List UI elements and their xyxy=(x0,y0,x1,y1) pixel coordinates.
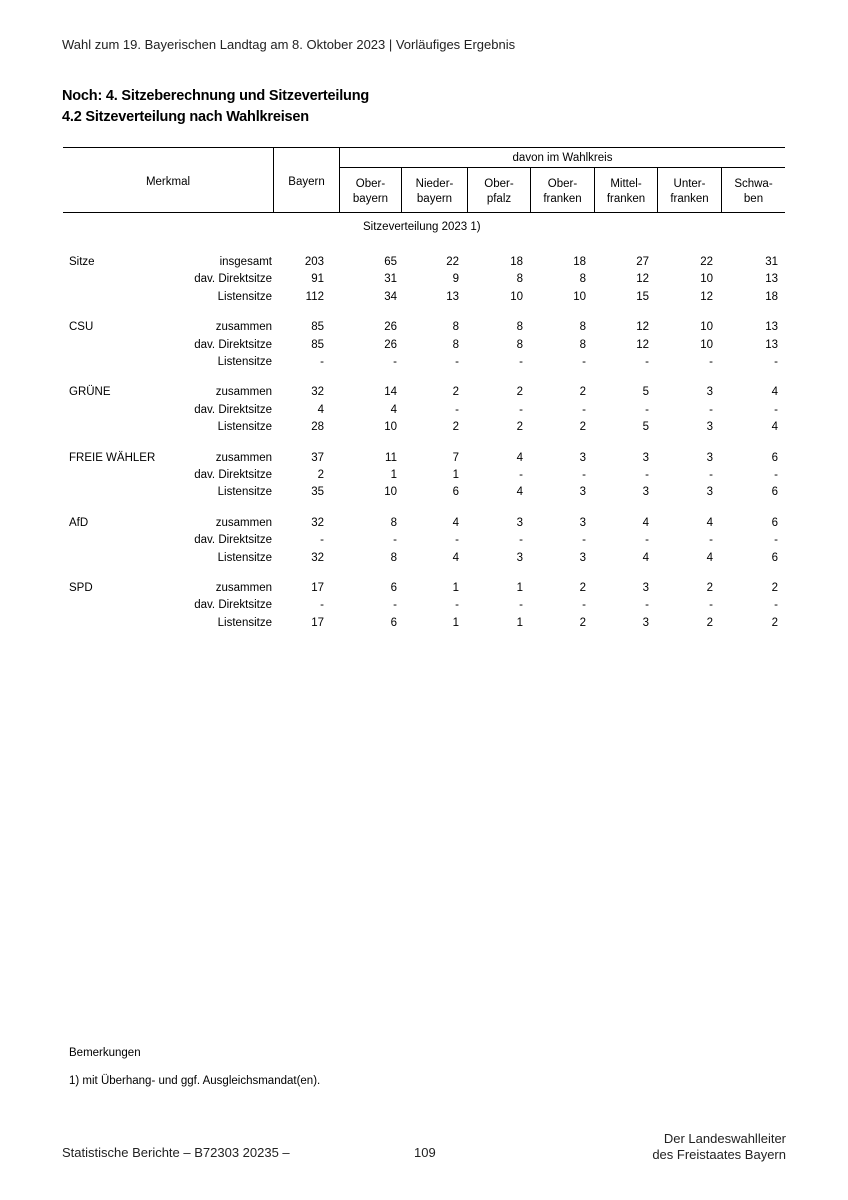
table-cell: 85 xyxy=(311,338,324,351)
table-cell: - xyxy=(455,356,459,368)
table-cell: 2 xyxy=(706,582,713,594)
header-niederbayern: Nieder- bayern xyxy=(415,178,454,205)
row-label: Listensitze xyxy=(217,486,272,499)
table-cell: 3 xyxy=(579,451,586,464)
table-cell: 1 xyxy=(516,582,523,594)
table-cell: 26 xyxy=(384,338,397,351)
table-cell: 1 xyxy=(452,616,459,629)
table-top-rule xyxy=(63,147,785,148)
table-cell: - xyxy=(582,469,586,481)
table-cell: 22 xyxy=(446,256,459,268)
table-cell: 1 xyxy=(516,616,523,629)
table-row xyxy=(0,291,848,308)
row-group-label: FREIE WÄHLER xyxy=(69,451,156,464)
table-cell: 6 xyxy=(771,551,778,564)
table-row xyxy=(0,534,848,551)
table-cell: - xyxy=(519,469,523,481)
row-label: zusammen xyxy=(215,451,272,464)
table-cell: 2 xyxy=(579,582,586,594)
table-cell: - xyxy=(455,403,459,416)
table-cell: 18 xyxy=(765,290,778,303)
table-subtitle: Sitzeverteilung 2023 1) xyxy=(363,221,481,233)
table-cell: 10 xyxy=(700,338,713,351)
table-cell: 3 xyxy=(642,616,649,629)
table-cell: 4 xyxy=(452,516,459,529)
row-label: zusammen xyxy=(215,386,272,399)
table-cell: 13 xyxy=(446,290,459,303)
table-cell: 13 xyxy=(765,321,778,334)
table-cell: 3 xyxy=(642,582,649,594)
table-cell: 34 xyxy=(384,290,397,303)
table-cell: 3 xyxy=(706,421,713,434)
table-cell: - xyxy=(455,534,459,547)
table-cell: 4 xyxy=(706,516,713,529)
row-label: Listensitze xyxy=(217,616,272,629)
table-cell: 13 xyxy=(765,273,778,286)
table-cell: 12 xyxy=(636,338,649,351)
table-cell: - xyxy=(774,356,778,368)
page-number: 109 xyxy=(414,1145,436,1160)
row-label: zusammen xyxy=(215,516,272,529)
header-oberfranken: Ober- franken xyxy=(543,178,582,205)
table-cell: 32 xyxy=(311,386,324,399)
page-header: Wahl zum 19. Bayerischen Landtag am 8. Oktober 2023 | Vorläufiges Ergebnis xyxy=(62,37,516,52)
table-cell: 3 xyxy=(579,551,586,564)
table-cell: 26 xyxy=(384,321,397,334)
table-cell: 13 xyxy=(765,338,778,351)
row-label: dav. Direktsitze xyxy=(194,599,272,612)
table-cell: 85 xyxy=(311,321,324,334)
table-cell: 10 xyxy=(384,486,397,499)
table-cell: 8 xyxy=(579,338,586,351)
table-cell: 12 xyxy=(636,321,649,334)
table-cell: 3 xyxy=(706,486,713,499)
table-cell: 11 xyxy=(385,451,397,464)
table-cell: 17 xyxy=(311,582,324,594)
header-mittelfranken: Mittel- franken xyxy=(606,178,646,205)
table-cell: 8 xyxy=(516,321,523,334)
subsection-title: 4.2 Sitzeverteilung nach Wahlkreisen xyxy=(62,109,309,125)
footer-authority-line2: des Freistaates Bayern xyxy=(652,1147,786,1162)
table-cell: 10 xyxy=(384,421,397,434)
table-cell: - xyxy=(320,356,324,368)
table-cell: 1 xyxy=(452,469,459,481)
footer-authority-line1: Der Landeswahlleiter xyxy=(663,1131,786,1146)
table-cell: - xyxy=(320,534,324,547)
table-cell: 28 xyxy=(311,421,324,434)
table-cell: 8 xyxy=(390,516,397,529)
table-cell: 2 xyxy=(706,616,713,629)
table-cell: 3 xyxy=(516,551,523,564)
table-cell: - xyxy=(582,356,586,368)
row-group-label: Sitze xyxy=(69,256,95,268)
table-row xyxy=(0,421,848,438)
table-cell: - xyxy=(582,534,586,547)
table-cell: 18 xyxy=(510,256,523,268)
table-cell: - xyxy=(645,403,649,416)
table-cell: 2 xyxy=(516,386,523,399)
row-label: Listensitze xyxy=(217,290,272,303)
group-header-rule xyxy=(340,167,785,168)
table-cell: 4 xyxy=(642,516,649,529)
table-row xyxy=(0,404,848,421)
table-cell: 2 xyxy=(452,386,459,399)
table-row xyxy=(0,356,848,373)
table-cell: 6 xyxy=(390,616,397,629)
row-group-label: SPD xyxy=(69,582,93,594)
header-davon-im-wahlkreis: davon im Wahlkreis xyxy=(512,152,613,164)
table-cell: 8 xyxy=(579,273,586,286)
table-cell: 3 xyxy=(642,486,649,499)
row-label: dav. Direktsitze xyxy=(194,403,272,416)
header-oberbayern: Ober- bayern xyxy=(352,178,389,205)
table-cell: - xyxy=(774,403,778,416)
table-cell: 8 xyxy=(516,273,523,286)
table-cell: 2 xyxy=(771,616,778,629)
header-unterfranken: Unter- franken xyxy=(670,178,709,205)
table-cell: 6 xyxy=(771,486,778,499)
table-cell: 8 xyxy=(579,321,586,334)
table-row xyxy=(0,599,848,616)
table-cell: 65 xyxy=(384,256,397,268)
table-cell: 9 xyxy=(452,273,459,286)
table-cell: - xyxy=(519,599,523,612)
footer-publication: Statistische Berichte – B72303 20235 – xyxy=(62,1145,290,1160)
table-cell: - xyxy=(774,534,778,547)
table-cell: - xyxy=(320,599,324,612)
row-label: dav. Direktsitze xyxy=(194,469,272,481)
table-row xyxy=(0,339,848,356)
table-cell: 3 xyxy=(706,451,713,464)
table-cell: 2 xyxy=(516,421,523,434)
row-group-label: AfD xyxy=(69,516,89,529)
remarks-heading: Bemerkungen xyxy=(69,1047,141,1059)
table-cell: 2 xyxy=(579,386,586,399)
table-row xyxy=(0,386,848,403)
table-cell: 4 xyxy=(771,386,778,399)
table-cell: 35 xyxy=(311,486,324,499)
table-cell: - xyxy=(709,356,713,368)
section-title: Noch: 4. Sitzeberechnung und Sitzeverteilung xyxy=(62,88,370,104)
table-cell: 2 xyxy=(771,582,778,594)
table-cell: 31 xyxy=(765,256,778,268)
table-cell: 31 xyxy=(384,273,397,286)
table-row xyxy=(0,321,848,338)
table-cell: 4 xyxy=(452,551,459,564)
table-cell: 17 xyxy=(311,616,324,629)
table-row xyxy=(0,517,848,534)
table-cell: - xyxy=(645,599,649,612)
table-cell: - xyxy=(709,403,713,416)
table-cell: - xyxy=(393,599,397,612)
table-cell: 1 xyxy=(390,469,397,481)
table-cell: 6 xyxy=(771,451,778,464)
table-cell: - xyxy=(645,534,649,547)
table-cell: 1 xyxy=(452,582,459,594)
row-group-label: CSU xyxy=(69,321,94,334)
row-label: Listensitze xyxy=(217,551,272,564)
table-cell: 112 xyxy=(305,290,324,303)
row-group-label: GRÜNE xyxy=(69,386,111,399)
table-row xyxy=(0,552,848,569)
table-cell: 2 xyxy=(579,616,586,629)
row-label: dav. Direktsitze xyxy=(194,338,272,351)
table-cell: - xyxy=(774,599,778,612)
table-cell: 4 xyxy=(516,451,523,464)
table-cell: 10 xyxy=(510,290,523,303)
table-cell: - xyxy=(393,356,397,368)
table-cell: 6 xyxy=(771,516,778,529)
table-cell: 18 xyxy=(573,256,586,268)
table-cell: 32 xyxy=(311,516,324,529)
table-cell: 4 xyxy=(516,486,523,499)
header-bottom-rule xyxy=(63,212,785,213)
table-cell: 8 xyxy=(516,338,523,351)
table-cell: 3 xyxy=(642,451,649,464)
header-schwaben: Schwa- ben xyxy=(734,178,773,205)
header-merkmal: Merkmal xyxy=(145,176,191,188)
table-cell: - xyxy=(519,356,523,368)
table-cell: 91 xyxy=(311,273,324,286)
table-cell: - xyxy=(774,469,778,481)
table-cell: 203 xyxy=(304,256,324,268)
table-row xyxy=(0,256,848,273)
row-label: zusammen xyxy=(215,321,272,334)
row-label: Listensitze xyxy=(217,421,272,434)
table-row xyxy=(0,469,848,486)
table-cell: 15 xyxy=(636,290,649,303)
header-oberpfalz: Ober- pfalz xyxy=(484,178,514,205)
table-row xyxy=(0,452,848,469)
table-cell: - xyxy=(582,599,586,612)
table-cell: 3 xyxy=(579,516,586,529)
table-cell: 7 xyxy=(452,451,459,464)
table-row xyxy=(0,617,848,634)
table-cell: - xyxy=(519,403,523,416)
table-cell: 10 xyxy=(573,290,586,303)
table-cell: - xyxy=(582,403,586,416)
table-cell: 12 xyxy=(636,273,649,286)
table-cell: - xyxy=(709,469,713,481)
table-cell: 10 xyxy=(700,273,713,286)
table-cell: - xyxy=(709,534,713,547)
table-cell: - xyxy=(519,534,523,547)
table-cell: 14 xyxy=(384,386,397,399)
table-cell: 27 xyxy=(636,256,649,268)
table-cell: 8 xyxy=(452,321,459,334)
table-cell: 4 xyxy=(771,421,778,434)
row-label: dav. Direktsitze xyxy=(194,534,272,547)
table-cell: 12 xyxy=(700,290,713,303)
table-cell: - xyxy=(645,356,649,368)
table-cell: 6 xyxy=(452,486,459,499)
table-cell: 3 xyxy=(579,486,586,499)
row-label: dav. Direktsitze xyxy=(194,273,272,286)
table-cell: 2 xyxy=(317,469,324,481)
table-cell: 3 xyxy=(706,386,713,399)
table-row xyxy=(0,273,848,290)
row-label: zusammen xyxy=(215,582,272,594)
table-cell: - xyxy=(709,599,713,612)
table-cell: 37 xyxy=(311,451,324,464)
table-row xyxy=(0,486,848,503)
table-cell: 5 xyxy=(642,386,649,399)
table-cell: 32 xyxy=(311,551,324,564)
table-cell: 4 xyxy=(706,551,713,564)
table-cell: 6 xyxy=(390,582,397,594)
table-cell: 4 xyxy=(390,403,397,416)
table-cell: - xyxy=(393,534,397,547)
table-cell: 8 xyxy=(452,338,459,351)
table-cell: 4 xyxy=(317,403,324,416)
table-cell: 2 xyxy=(579,421,586,434)
table-cell: 10 xyxy=(700,321,713,334)
table-cell: 8 xyxy=(390,551,397,564)
table-row xyxy=(0,582,848,599)
header-bayern: Bayern xyxy=(288,176,325,188)
table-cell: 5 xyxy=(642,421,649,434)
row-label: insgesamt xyxy=(219,256,272,268)
table-cell: 22 xyxy=(700,256,713,268)
table-cell: - xyxy=(645,469,649,481)
table-cell: 2 xyxy=(452,421,459,434)
footnote: 1) mit Überhang- und ggf. Ausgleichsmandat(en). xyxy=(69,1075,321,1087)
row-label: Listensitze xyxy=(217,356,272,368)
table-cell: - xyxy=(455,599,459,612)
table-cell: 3 xyxy=(516,516,523,529)
table-cell: 4 xyxy=(642,551,649,564)
